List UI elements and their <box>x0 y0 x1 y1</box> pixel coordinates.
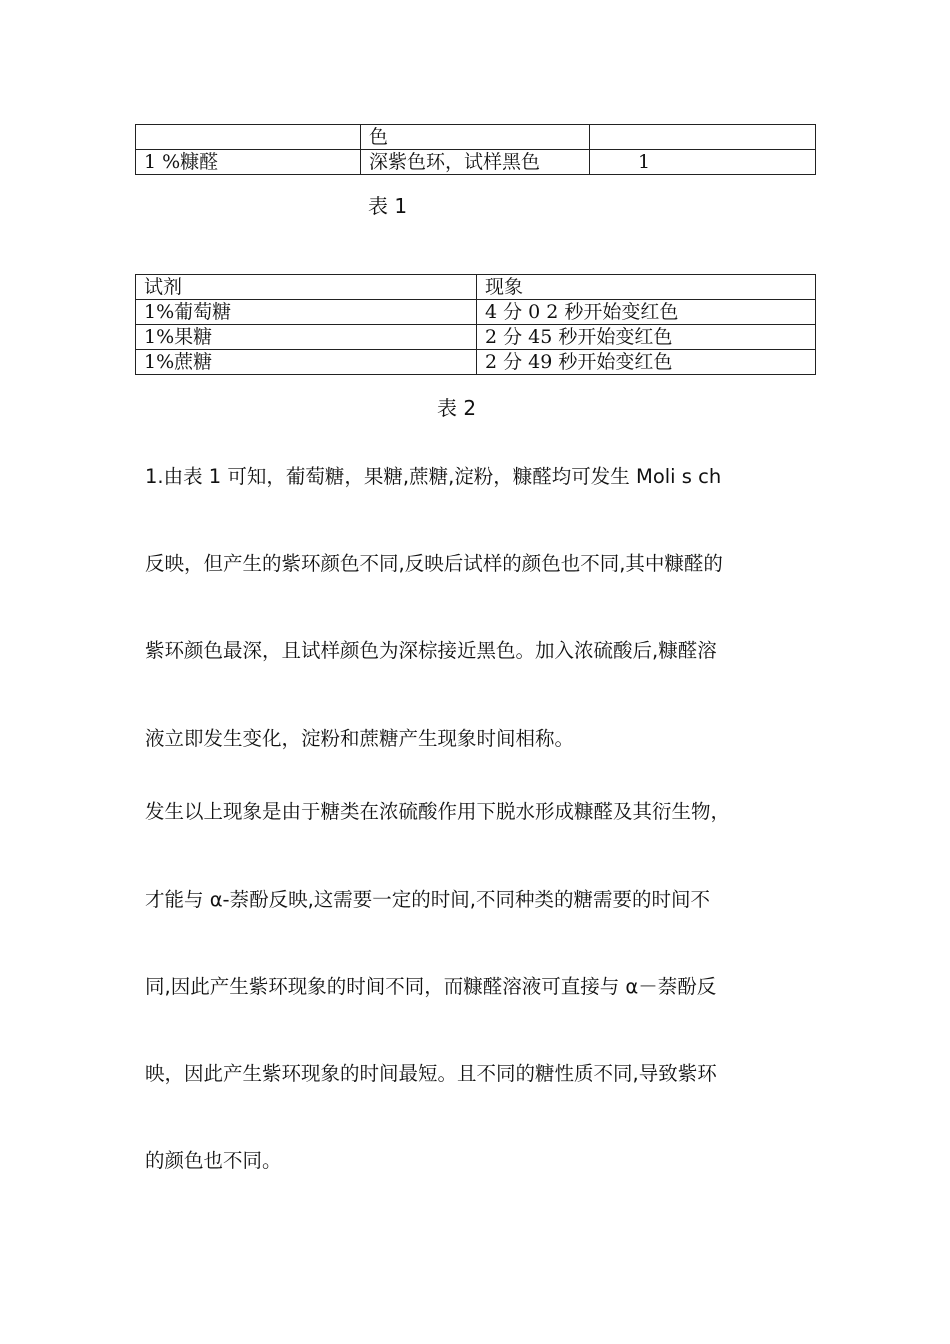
table-cell: 1 <box>590 150 816 175</box>
body-text-line: 的颜色也不同。 <box>145 1149 282 1172</box>
table-cell: 4 分 0 2 秒开始变红色 <box>477 300 816 325</box>
table-cell <box>590 125 816 150</box>
table-row <box>136 300 816 325</box>
body-text-line: 映，因此产生紫环现象的时间最短。且不同的糖性质不同,导致紫环 <box>145 1062 717 1085</box>
body-text-line: 1.由表 1 可知，葡萄糖，果糖,蔗糖,淀粉，糠醛均可发生 Moli s ch <box>145 465 722 488</box>
table-row <box>136 350 816 375</box>
body-text-line: 才能与 α-萘酚反映,这需要一定的时间,不同种类的糖需要的时间不 <box>145 888 710 911</box>
body-text-line: 同,因此产生紫环现象的时间不同，而糠醛溶液可直接与 α－萘酚反 <box>145 975 717 998</box>
body-text-line: 发生以上现象是由于糖类在浓硫酸作用下脱水形成糠醛及其衍生物， <box>145 800 731 823</box>
body-text-line: 紫环颜色最深，且试样颜色为深棕接近黑色。加入浓硫酸后,糠醛溶 <box>145 639 717 662</box>
body-text-line: 液立即发生变化，淀粉和蔗糖产生现象时间相称。 <box>145 727 575 750</box>
table-cell <box>136 125 361 150</box>
table-header-cell: 现象 <box>477 275 816 300</box>
table-cell: 深紫色环，试样黑色 <box>361 150 590 175</box>
results-table-2 <box>135 274 816 375</box>
table-cell: 色 <box>361 125 590 150</box>
table-cell: 1 %糠醛 <box>136 150 361 175</box>
table-cell: 1%葡萄糖 <box>136 300 477 325</box>
table-row <box>136 125 816 150</box>
table-2-caption: 表 2 <box>437 396 477 420</box>
body-text-line: 反映，但产生的紫环颜色不同,反映后试样的颜色也不同,其中糠醛的 <box>145 552 723 575</box>
table-header-cell: 试剂 <box>136 275 477 300</box>
table-cell: 1%蔗糖 <box>136 350 477 375</box>
table-row <box>136 275 816 300</box>
results-table-1 <box>135 124 816 175</box>
table-1-caption: 表 1 <box>368 194 408 218</box>
table-cell: 2 分 45 秒开始变红色 <box>477 325 816 350</box>
table-row <box>136 325 816 350</box>
table-cell: 1%果糖 <box>136 325 477 350</box>
table-row <box>136 150 816 175</box>
table-cell: 2 分 49 秒开始变红色 <box>477 350 816 375</box>
